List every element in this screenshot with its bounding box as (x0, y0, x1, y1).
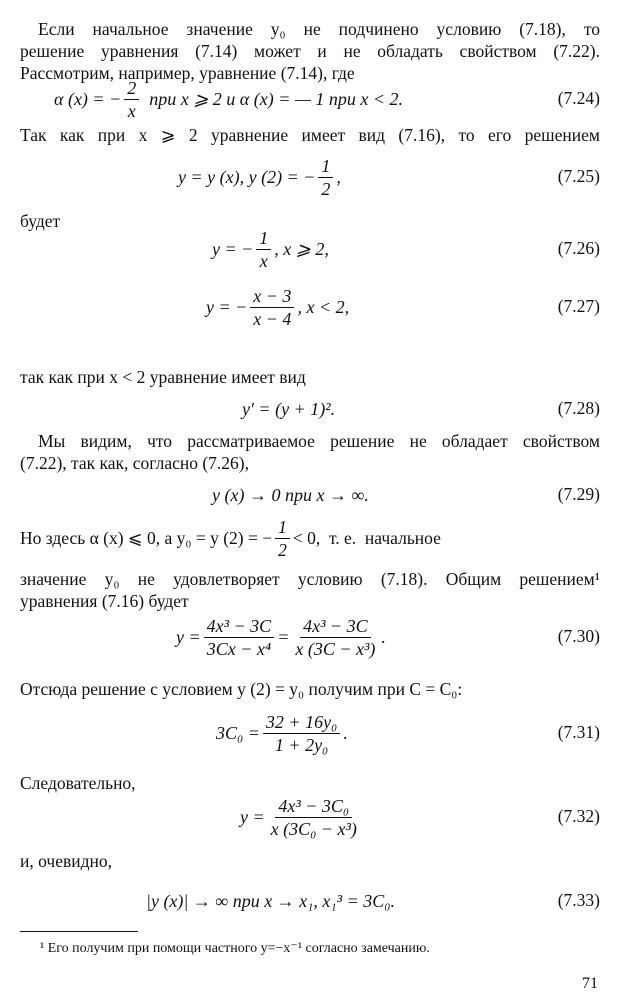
fraction-denominator: 1 + 2y₀ (274, 734, 329, 755)
text-line: Отсюда решение с условием y (2) = y₀ получим при C = C₀: (20, 679, 463, 699)
text-line: решение уравнения (7.14) может и не обладать свойством (7.22). (20, 41, 600, 61)
fraction-denominator: x − 4 (253, 308, 292, 329)
text-line: Мы видим, что рассматриваемое решение не обладает свойством (38, 431, 600, 451)
equation-7-30 (20, 612, 600, 662)
equation-number: (7.31) (557, 722, 600, 742)
text-line: Так как при x ⩾ 2 уравнение имеет вид (7.16), то его решением (20, 125, 600, 145)
fraction (275, 517, 290, 560)
eq-text: . (343, 722, 348, 743)
fraction-denominator: x (127, 100, 136, 121)
eq-text: y′ = (y + 1)². (242, 398, 336, 419)
equation-7-32 (20, 792, 600, 842)
text-line: так как при x < 2 уравнение имеет вид (20, 367, 306, 387)
eq-text: = (277, 626, 290, 647)
text-fragment: < 0, т. е. начальное (292, 527, 441, 548)
eq-text: y = y (x), y (2) = − (178, 166, 316, 187)
text-line: уравнения (7.16) будет (20, 591, 189, 611)
fraction-numerator: 4x³ − 3C (204, 616, 275, 638)
equation-7-24 (20, 76, 600, 122)
equation-number: (7.24) (557, 88, 600, 108)
fraction-numerator: x − 3 (250, 286, 294, 308)
fraction-denominator: x (3C₀ − x³) (270, 818, 357, 839)
fraction (318, 156, 333, 199)
equation-7-29 (20, 482, 600, 508)
equation-7-27 (20, 284, 600, 330)
fraction-numerator: 4x³ − 3C₀ (275, 796, 352, 818)
text-line: и, очевидно, (20, 851, 113, 871)
text-line: значение y₀ не удовлетворяет условию (7.18). Общим решением¹ (20, 569, 600, 589)
fraction (292, 616, 378, 659)
text-line-with-fraction (20, 515, 600, 561)
fraction (124, 78, 139, 121)
eq-text: y = (176, 626, 201, 647)
eq-text: , x ⩾ 2, (274, 238, 329, 259)
fraction-denominator: 2 (278, 539, 287, 560)
eq-text: 3C₀ = (216, 722, 260, 743)
text-line: Рассмотрим, например, уравнение (7.14), где (20, 63, 355, 83)
eq-text: y = (240, 806, 265, 827)
equation-7-33 (20, 888, 600, 914)
equation-number: (7.25) (557, 166, 600, 186)
equation-number: (7.28) (557, 398, 600, 418)
fraction-denominator: x (3C − x³) (295, 638, 376, 659)
equation-7-31 (20, 708, 600, 758)
text-fragment: Но здесь α (x) ⩽ 0, а y₀ = y (2) = − (20, 527, 273, 548)
eq-text: , (336, 166, 341, 187)
fraction-denominator: x (259, 250, 268, 271)
equation-number: (7.33) (557, 890, 600, 910)
fraction-numerator: 4x³ − 3C (300, 616, 371, 638)
text-line: будет (20, 211, 61, 231)
page-number: 71 (582, 975, 598, 992)
eq-text: y = − (206, 296, 248, 317)
fraction (268, 796, 360, 839)
footnote-rule (20, 931, 138, 932)
equation-7-26 (20, 226, 600, 272)
fraction-denominator: 3Cx − x⁴ (206, 638, 272, 659)
equation-number: (7.30) (557, 626, 600, 646)
eq-text: y (x) → 0 при x → ∞. (212, 484, 369, 505)
equation-7-28 (20, 396, 600, 422)
eq-text: |y (x)| → ∞ при x → x₁, x₁³ = 3C₀. (146, 890, 395, 911)
eq-text: при x ⩾ 2 и α (x) = — 1 при x < 2. (149, 88, 404, 109)
equation-7-25 (20, 154, 600, 200)
fraction-numerator: 2 (124, 78, 139, 100)
equation-number: (7.32) (557, 806, 600, 826)
eq-text: α (x) = − (54, 88, 122, 109)
text-line: (7.22), так как, согласно (7.26), (20, 453, 250, 473)
text-line: Если начальное значение y₀ не подчинено условию (7.18), то (38, 19, 600, 39)
fraction-numerator: 1 (275, 517, 290, 539)
eq-text: . (381, 626, 386, 647)
fraction-denominator: 2 (321, 178, 331, 199)
fraction-numerator: 1 (256, 228, 271, 250)
fraction (250, 286, 294, 329)
footnote: ¹ Его получим при помощи частного y=−x⁻¹ согласно замечанию. (40, 941, 430, 956)
fraction (263, 712, 340, 755)
eq-text: , x < 2, (297, 296, 350, 317)
equation-number: (7.29) (557, 484, 600, 504)
fraction-numerator: 32 + 16y₀ (263, 712, 340, 734)
fraction (204, 616, 275, 659)
fraction (256, 228, 271, 271)
equation-number: (7.26) (557, 238, 600, 258)
equation-number: (7.27) (557, 296, 600, 316)
text-line: Следовательно, (20, 773, 136, 793)
fraction-numerator: 1 (318, 156, 333, 178)
eq-text: y = − (212, 238, 254, 259)
